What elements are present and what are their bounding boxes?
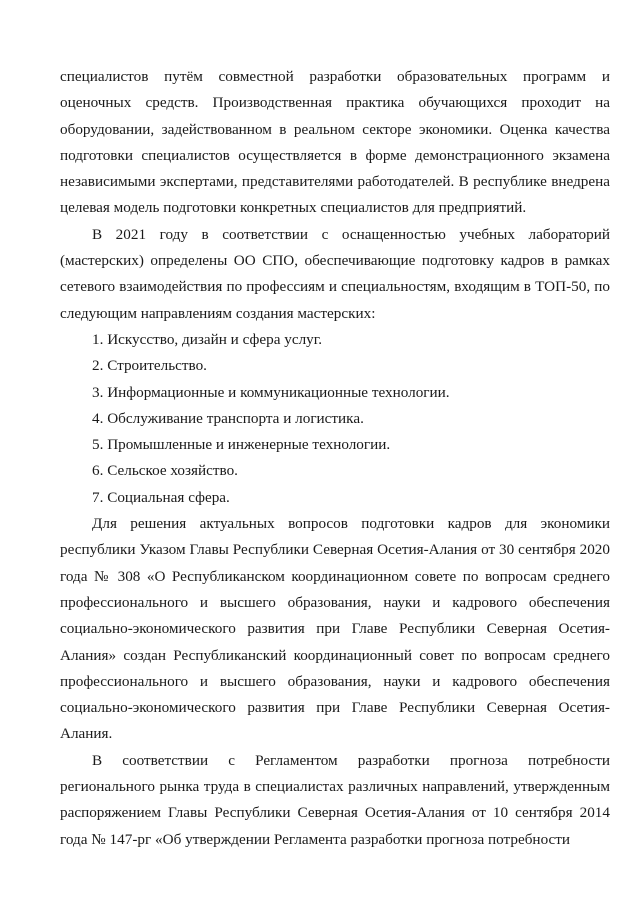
paragraph-labor-forecast: В соответствии с Регламентом разработки прогноза потребности регионального рынка труда в специалистах различных направлений, утвержденным распоряжением Главы Республики Северная Осетия-Алания от 10 сентября 2014 года № 147-рг «Об утверждении Регламента разработки прогноза потребности — [60, 751, 610, 848]
list-item: 4. Обслуживание транспорта и логистика. — [92, 409, 364, 427]
list-item: 6. Сельское хозяйство. — [92, 462, 238, 480]
list-item: 7. Социальная сфера. — [92, 488, 230, 506]
list-item: 1. Искусство, дизайн и сфера услуг. — [92, 330, 323, 348]
list-item: 3. Информационные и коммуникационные технологии. — [92, 383, 450, 401]
list-item: 2. Строительство. — [92, 357, 207, 375]
document-page — [60, 64, 610, 853]
paragraph-continuation: специалистов путём совместной разработки образовательных программ и оценочных средств. Производственная практика обучающихся проходит на оборудовании, задействованном в реальном секторе экономики. Оценка качества подготовки специалистов осуществляется в форме демонстрационного экзамена независимыми экспертами, представителями работодателей. В республике внедрена целевая модель подготовки конкретных специалистов для предприятий. — [60, 68, 610, 217]
workshop-directions-list — [60, 327, 610, 511]
paragraph-2021-workshops: В 2021 году в соответствии с оснащенностью учебных лабораторий (мастерских) определены ОО СПО, обеспечивающие подготовку кадров в рамках сетевого взаимодействия по профессиям и специальностям, входящим в ТОП-50, по следующим направлениям создания мастерских: — [60, 225, 610, 322]
paragraph-coordination-council: Для решения актуальных вопросов подготовки кадров для экономики республики Указом Главы Республики Северная Осетия-Алания от 30 сентября 2020 года № 308 «О Республиканском координационном совете по вопросам среднего профессионального и высшего образования, науки и кадрового обеспечения социально-экономического развития при Главе Республики Северная Осетия-Алания» создан Республиканский координационный совет по вопросам среднего профессионального и высшего образования, науки и кадрового обеспечения социально-экономического развития при Главе Республики Северная Осетия-Алания. — [60, 515, 610, 743]
list-item: 5. Промышленные и инженерные технологии. — [92, 436, 391, 454]
